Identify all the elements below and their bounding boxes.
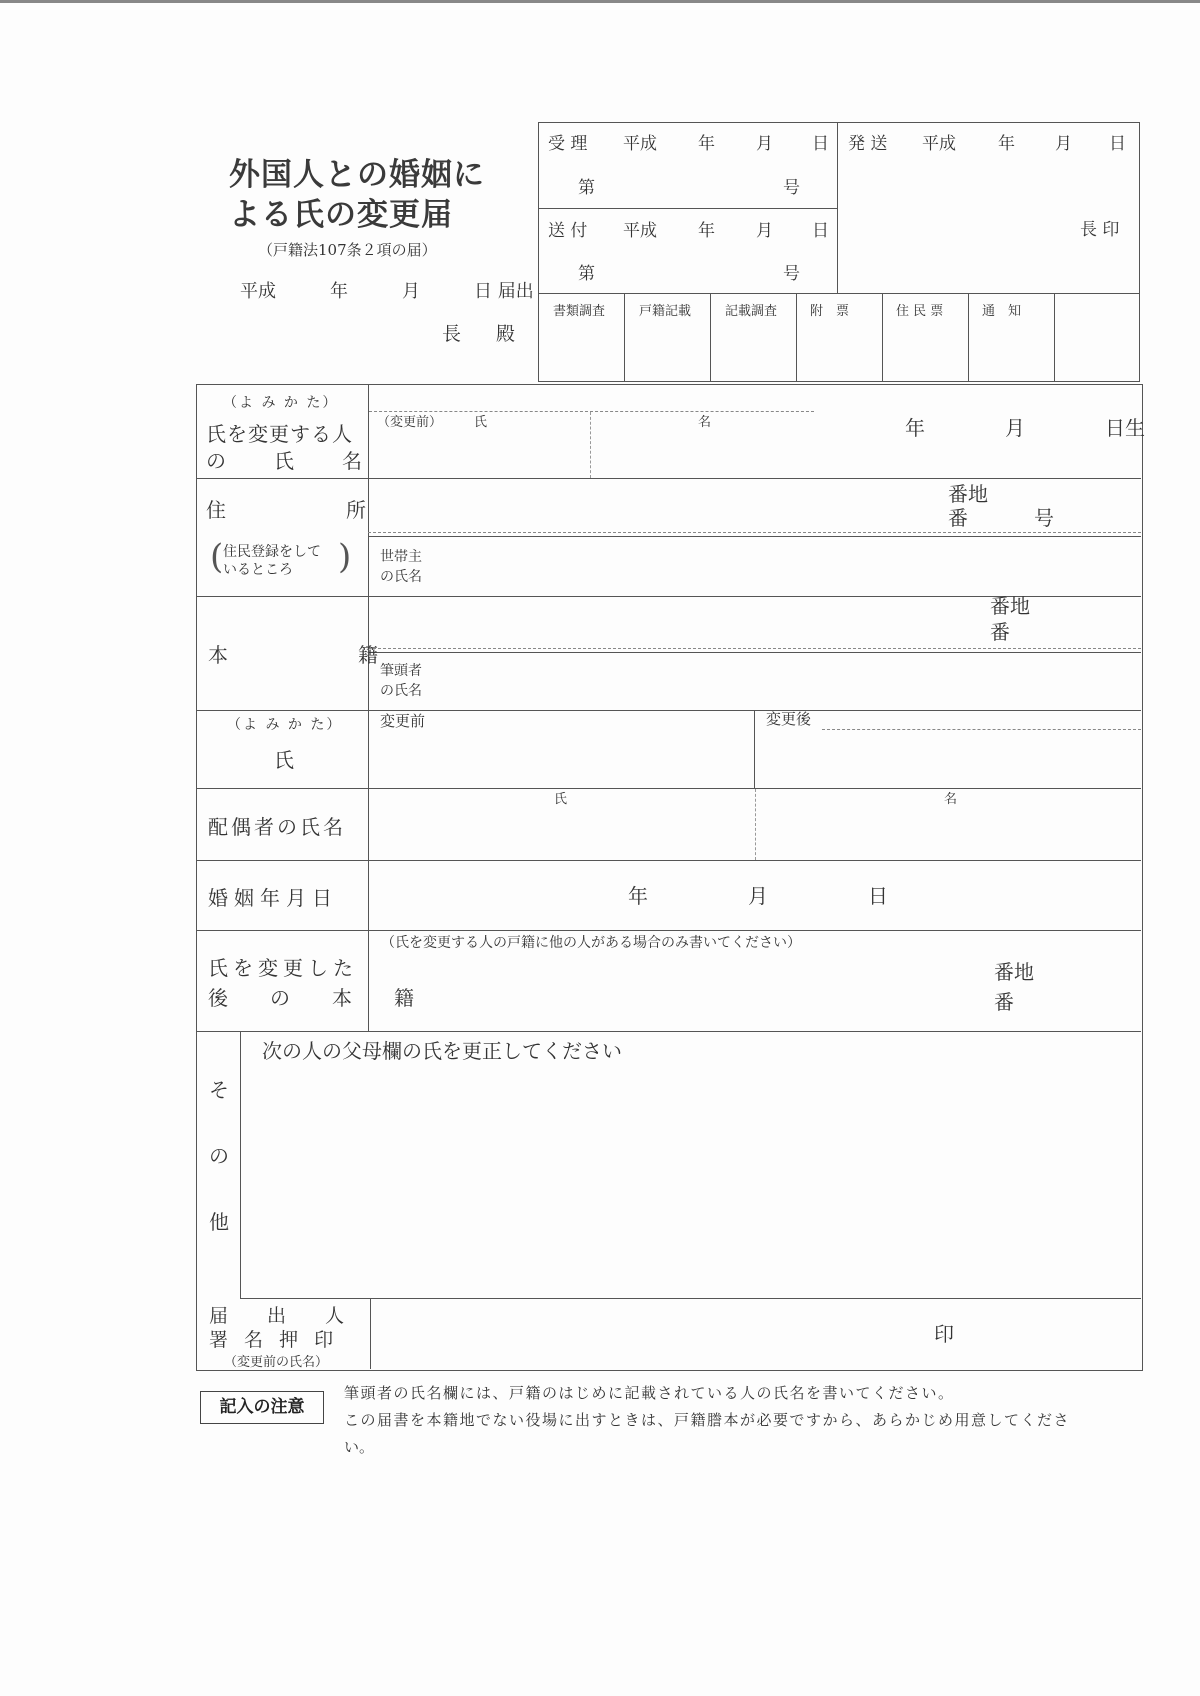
birth-date[interactable]: 年 月 日生 bbox=[905, 416, 1145, 440]
check-resident: 住 民 票 bbox=[896, 304, 944, 319]
head-of-register-field[interactable] bbox=[440, 658, 1130, 706]
notice-line3: い。 bbox=[344, 1438, 375, 1456]
after-honseki-label: 氏を変更した bbox=[208, 956, 358, 980]
spouse-surname-field[interactable] bbox=[372, 810, 750, 856]
check-notice: 通 知 bbox=[982, 304, 1022, 319]
other-text: 次の人の父母欄の氏を更正してください bbox=[262, 1039, 622, 1063]
check-documents: 書類調査 bbox=[553, 304, 606, 319]
before-label: 変更前 bbox=[380, 712, 426, 730]
signature-field[interactable] bbox=[376, 1304, 916, 1364]
after-honseki-note: （氏を変更する人の戸籍に他の人がある場合のみ書いてください） bbox=[381, 935, 801, 951]
other-label: そ bbox=[209, 1078, 229, 1102]
chief-seal-label: 長 印 bbox=[1080, 220, 1120, 240]
form-title-line2: よる氏の変更届 bbox=[229, 197, 453, 233]
surname-before-field[interactable] bbox=[372, 734, 750, 784]
check-entry: 記載調査 bbox=[725, 304, 778, 319]
spouse-given-name-field[interactable] bbox=[760, 810, 1136, 856]
form-title-line1: 外国人との婚姻に bbox=[229, 157, 485, 193]
notice-badge: 記入の注意 bbox=[200, 1391, 324, 1424]
spouse-label: 配偶者の氏名 bbox=[208, 815, 346, 839]
sent-label: 発 送 bbox=[848, 134, 888, 154]
other-field[interactable] bbox=[248, 1072, 1132, 1292]
surname-label: 氏 bbox=[274, 748, 294, 772]
addressee[interactable]: 長 殿 bbox=[442, 323, 524, 345]
head-of-register-label: 筆頭者 bbox=[380, 663, 422, 679]
scan-top-edge bbox=[0, 0, 1200, 3]
honseki-field[interactable] bbox=[372, 600, 972, 644]
office-use-box bbox=[538, 122, 1140, 382]
forwarded-label: 送 付 bbox=[548, 221, 588, 241]
surname-after-field[interactable] bbox=[758, 734, 1136, 784]
before-change-tag: （変更前） bbox=[377, 415, 443, 430]
address-label: 住 所 bbox=[206, 498, 374, 522]
marriage-date-label: 婚姻年月日 bbox=[208, 886, 338, 910]
address-field[interactable] bbox=[372, 484, 932, 528]
signer-label: 届 出 人 bbox=[209, 1305, 355, 1327]
after-label: 変更後 bbox=[766, 710, 812, 728]
person-surname-field[interactable] bbox=[372, 440, 586, 474]
check-register: 戸籍記載 bbox=[639, 304, 692, 319]
notice-line2: この届書を本籍地でない役場に出すときは、戸籍謄本が必要ですから、あらかじめ用意してくださ bbox=[344, 1411, 1071, 1429]
check-annex: 附 票 bbox=[810, 304, 850, 319]
reading-label: （よ み か た） bbox=[223, 395, 339, 411]
filing-date[interactable]: 平成 年 月 日 届出 bbox=[240, 281, 534, 302]
householder-label: 世帯主 bbox=[380, 549, 422, 565]
law-reference: （戸籍法107条２項の届） bbox=[258, 241, 437, 259]
honseki-label: 本 籍 bbox=[208, 643, 388, 667]
after-honseki-field[interactable] bbox=[372, 958, 972, 1024]
seal-mark: 印 bbox=[934, 1322, 954, 1346]
person-given-name-field[interactable] bbox=[594, 440, 894, 474]
person-name-label: 氏を変更する人 bbox=[206, 422, 353, 446]
notice-line1: 筆頭者の氏名欄には、戸籍のはじめに記載されている人の氏名を書いてください。 bbox=[344, 1384, 955, 1402]
householder-field[interactable] bbox=[440, 542, 1130, 592]
receipt-label: 受 理 bbox=[548, 134, 588, 154]
marriage-date-field[interactable]: 年 月 日 bbox=[628, 884, 888, 908]
address-note: 住民登録をして bbox=[223, 544, 321, 560]
